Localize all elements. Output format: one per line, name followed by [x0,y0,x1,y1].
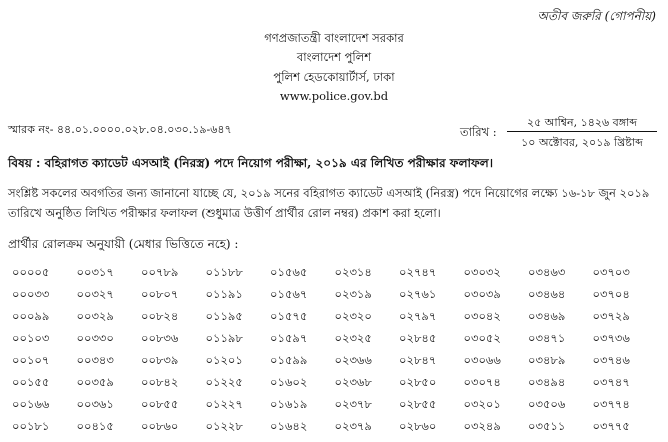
roll-number: ০৩৭৩৬ [592,331,630,345]
roll-number: ০১২২৫ [205,375,243,389]
roll-number: ০৩৪৭১ [528,331,566,345]
roll-number: ০৩৫১১ [528,419,566,433]
roll-number: ০০৮৩৬ [141,331,179,345]
roll-number: ০২৩১৯ [334,287,372,301]
roll-number: ০১১৯৮ [205,331,243,345]
roll-number: ০৩০৪২ [463,309,501,323]
roll-number: ০২৩২০ [334,309,372,323]
date-bangla: ২৫ আশ্বিন, ১৪২৬ বঙ্গাব্দ [526,116,637,129]
roll-number: ০২৮৫৫ [399,397,437,411]
roll-number: ০০৭৮৯ [141,265,179,279]
roll-number: ০৩৭৪৬ [592,353,630,367]
roll-number: ০৩৭৪৭ [592,375,630,389]
org-headquarters: পুলিশ হেডকোয়ার্টার্স, ঢাকা [273,70,395,84]
roll-number: ০৩০৬৬ [463,353,501,367]
roll-number: ০০৩১৭ [76,265,114,279]
org-government: গণপ্রজাতন্ত্রী বাংলাদেশ সরকার [264,31,404,45]
roll-number: ০৩৪৮৯ [528,353,566,367]
roll-number: ০৩০৭৪ [463,375,501,389]
roll-number: ০২৩৭৮ [334,397,372,411]
roll-number: ০২৭৬১ [399,287,437,301]
roll-number-table [12,264,668,440]
roll-number: ০১৫৬৭ [270,287,308,301]
roll-number: ০০০৩৩ [12,287,50,301]
roll-number: ০০৩২৯ [76,309,114,323]
date-block [507,114,657,153]
roll-number: ০৩২৪৯ [463,419,501,433]
roll-number: ০১৫৭৫ [270,309,308,323]
roll-number: ০৩৭৭৫ [592,419,630,433]
roll-number: ০১২০১ [205,353,243,367]
roll-number: ০১৫৯৯ [270,353,308,367]
roll-number: ০০১৮১ [12,419,50,433]
roll-number: ০০৩২৭ [76,287,114,301]
roll-number: ০২৭৪৭ [399,265,437,279]
roll-number: ০২৮৬০ [399,419,437,433]
roll-number: ০১৬০২ [270,375,308,389]
roll-number: ০০৪১৫ [76,419,114,433]
date-label: তারিখ : [460,125,497,139]
roll-number: ০০৩৬১ [76,397,114,411]
roll-number: ০২৩৬৮ [334,375,372,389]
roll-number: ০০১৫৫ [12,375,50,389]
roll-number: ০০৩৩০ [76,331,114,345]
roll-number: ০২৩৭৯ [334,419,372,433]
notice-body: সংশ্লিষ্ট সকলের অবগতির জন্য জানানো যাচ্ছে যে, ২০১৯ সনের বহিরাগত ক্যাডেট এসআই (নিরস্ত্র) পদে নিয়োগের লক্ষ্যে ১৬-১৮ জুন ২০১৯ তারিখে অনুষ্ঠিত লিখিত পরীক্ষার ফলাফল (শুধুমাত্র উত্তীর্ণ প্রার্থীর রোল নম্বর) প্রকাশ করা হলো। [8,186,650,220]
roll-number: ০২৩২৫ [334,331,372,345]
roll-number: ০০৮৩৯ [141,353,179,367]
roll-number: ০৩৪৬৪ [528,287,566,301]
roll-number: ০৩০৫২ [463,331,501,345]
subject-line: বিষয় : বহিরাগত ক্যাডেট এসআই (নিরস্ত্র) পদে নিয়োগ পরীক্ষা, ২০১৯ এর লিখিত পরীক্ষার ফলাফল। [8,156,493,170]
roll-number: ০০৮৫৫ [141,397,179,411]
roll-number: ০২৮৪৭ [399,353,437,367]
roll-number: ০০৮৪২ [141,375,179,389]
roll-number: ০৩৪৬৩ [528,265,566,279]
memo-number: স্মারক নং- ৪৪.০১.০০০০.০২৮.০৪.০৩০.১৯-৬৪৭ [8,123,232,136]
roll-number: ০২৮৪৫ [399,331,437,345]
roll-number: ০১৫৬৫ [270,265,308,279]
org-police: বাংলাদেশ পুলিশ [296,50,372,64]
date-divider [507,131,657,132]
roll-heading: প্রার্থীর রোলক্রম অনুযায়ী (মেধার ভিত্তিতে নহে) : [8,237,239,251]
roll-number: ০১১৮৮ [205,265,243,279]
roll-number: ০৩৭৭৪ [592,397,630,411]
roll-number: ০২৭৯৭ [399,309,437,323]
roll-number: ০১২২৭ [205,397,243,411]
roll-number: ০৩৭০৩ [592,265,630,279]
roll-number: ০০১০৩ [12,331,50,345]
roll-number: ০০৮৬০ [141,419,179,433]
roll-number: ০০১৬৬ [12,397,50,411]
roll-number: ০০৮২৪ [141,309,179,323]
roll-number: ০০৩৫৯ [76,375,114,389]
roll-number: ০৩৭২৯ [592,309,630,323]
roll-number: ০১৬৪২ [270,419,308,433]
roll-number: ০০৮০৭ [141,287,179,301]
roll-number: ০১৫৯৭ [270,331,308,345]
roll-number: ০২৩১৪ [334,265,372,279]
roll-number: ০১৬১৯ [270,397,308,411]
roll-number: ০০১০৭ [12,353,50,367]
roll-number: ০২৮৫০ [399,375,437,389]
roll-number: ০০০৯৯ [12,309,50,323]
classification-label: অতীব জরুরি (গোপনীয়) [537,9,656,23]
roll-number: ০৩০৩৯ [463,287,501,301]
org-website: www.police.gov.bd [279,89,389,103]
roll-number: ০০৩৪৩ [76,353,114,367]
roll-number: ০৩৪৬৯ [528,309,566,323]
roll-number: ০৩২০১ [463,397,501,411]
roll-number: ০২৩৬৬ [334,353,372,367]
roll-number: ০১১৯১ [205,287,243,301]
roll-number: ০১১৯৫ [205,309,243,323]
date-gregorian: ১০ অক্টোবর, ২০১৯ খ্রিষ্টাব্দ [521,136,643,149]
roll-number: ০০০০৫ [12,265,50,279]
roll-number: ০১২২৮ [205,419,243,433]
roll-number: ০৩৪৯৪ [528,375,566,389]
roll-number: ০৩৭০৪ [592,287,630,301]
roll-number: ০৩৫০৬ [528,397,566,411]
roll-number: ০৩০৩২ [463,265,501,279]
